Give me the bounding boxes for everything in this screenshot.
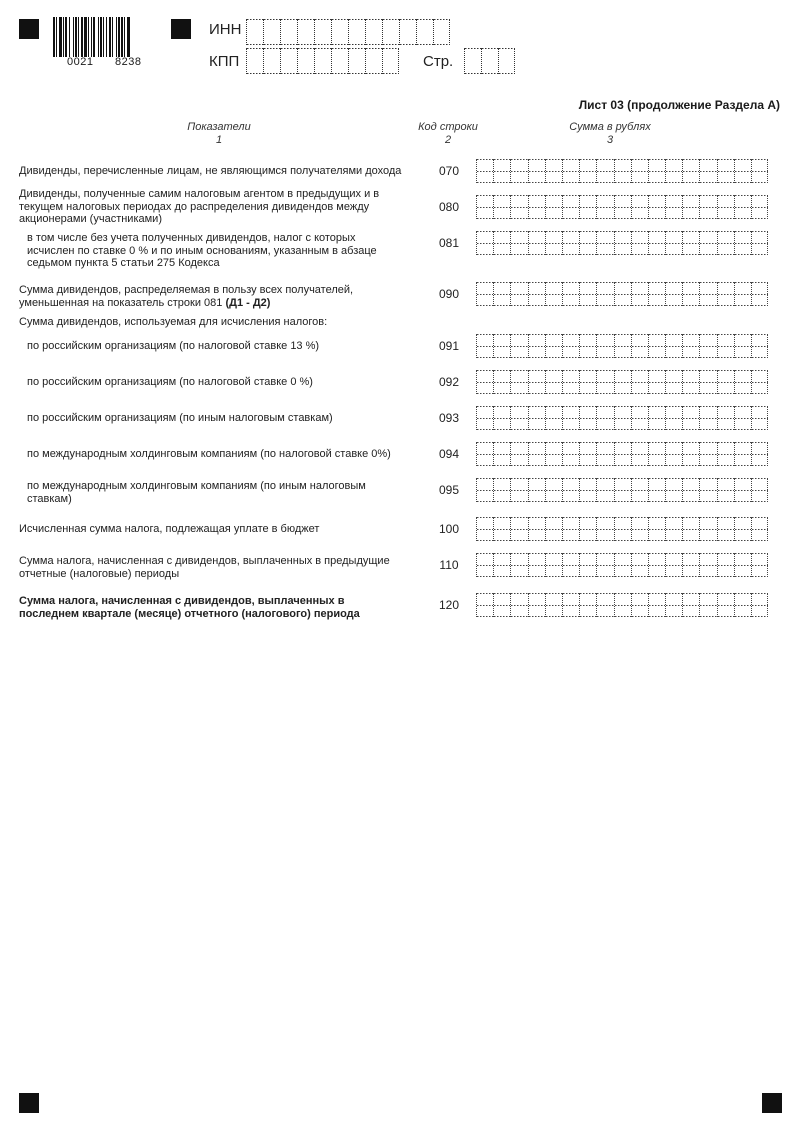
row-code: 090 (438, 287, 460, 301)
row-label: Дивиденды, полученные самим налоговым агентом в предыдущих и в текущем налоговых периодах до распределения дивидендов между акционерами (участниками) (19, 188, 380, 225)
inn-field[interactable] (246, 19, 450, 45)
row-label: Исчисленная сумма налога, подлежащая уплате в бюджет (19, 523, 320, 535)
row-code: 100 (438, 522, 460, 536)
amount-field[interactable] (476, 478, 768, 502)
barcode-number: 0021 8238 (67, 56, 142, 68)
row-code: 092 (438, 375, 460, 389)
amount-field[interactable] (476, 406, 768, 430)
amount-field[interactable] (476, 517, 768, 541)
corner-marker-bottom-right (762, 1093, 782, 1113)
row-label: по российским организациям (по налоговой ставке 0 %) (27, 376, 313, 388)
row-code: 091 (438, 339, 460, 353)
barcode-icon (53, 17, 159, 57)
subheading: Сумма дивидендов, используемая для исчисления налогов: (19, 316, 328, 328)
row-code: 110 (439, 558, 459, 572)
row-label: Сумма налога, начисленная с дивидендов, выплаченных в предыдущие отчетные (налоговые) периоды (19, 555, 390, 580)
row-code: 081 (438, 236, 460, 250)
amount-field[interactable] (476, 195, 768, 219)
kpp-field[interactable] (246, 48, 399, 74)
amount-field[interactable] (476, 159, 768, 183)
amount-field[interactable] (476, 593, 768, 617)
row-label: Сумма налога, начисленная с дивидендов, выплаченных в последнем квартале (месяце) отчетного (налогового) периода (19, 595, 360, 620)
row-code: 080 (438, 200, 460, 214)
row-label: по международным холдинговым компаниям (по налоговой ставке 0%) (27, 448, 391, 460)
amount-field[interactable] (476, 370, 768, 394)
row-code: 120 (438, 598, 460, 612)
row-label: в том числе без учета полученных дивидендов, налог с которых исчислен по ставке 0 % и по иным основаниям, указанным в абзаце седьмом пункта 5 статьи 275 Кодекса (27, 232, 377, 269)
row-code: 070 (438, 164, 460, 178)
corner-marker-top-left (19, 19, 39, 39)
row-code: 093 (438, 411, 460, 425)
corner-marker-bottom-left (19, 1093, 39, 1113)
page-number-field[interactable] (464, 48, 515, 74)
column-header-code: Код строки 2 (418, 121, 478, 146)
row-code: 094 (438, 447, 460, 461)
sheet-title: Лист 03 (продолжение Раздела А) (578, 98, 780, 112)
corner-marker-top-right (171, 19, 191, 39)
row-label: по российским организациям (по иным налоговым ставкам) (27, 412, 333, 424)
column-header-indicators: Показатели 1 (187, 121, 251, 146)
kpp-label: КПП (209, 53, 240, 70)
amount-field[interactable] (476, 231, 768, 255)
page-label: Стр. (423, 53, 454, 70)
amount-field[interactable] (476, 442, 768, 466)
amount-field[interactable] (476, 282, 768, 306)
row-label: по российским организациям (по налоговой ставке 13 %) (27, 340, 320, 352)
column-header-sum: Сумма в рублях 3 (569, 121, 651, 146)
row-label: Дивиденды, перечисленные лицам, не являющимся получателями дохода (19, 165, 402, 177)
amount-field[interactable] (476, 553, 768, 577)
amount-field[interactable] (476, 334, 768, 358)
inn-label: ИНН (209, 21, 242, 38)
row-label: Сумма дивидендов, распределяемая в пользу всех получателей, уменьшенная на показатель строки 081 (Д1 - Д2) (19, 284, 354, 309)
row-code: 095 (438, 483, 460, 497)
row-label: по международным холдинговым компаниям (по иным налоговым ставкам) (27, 480, 366, 505)
